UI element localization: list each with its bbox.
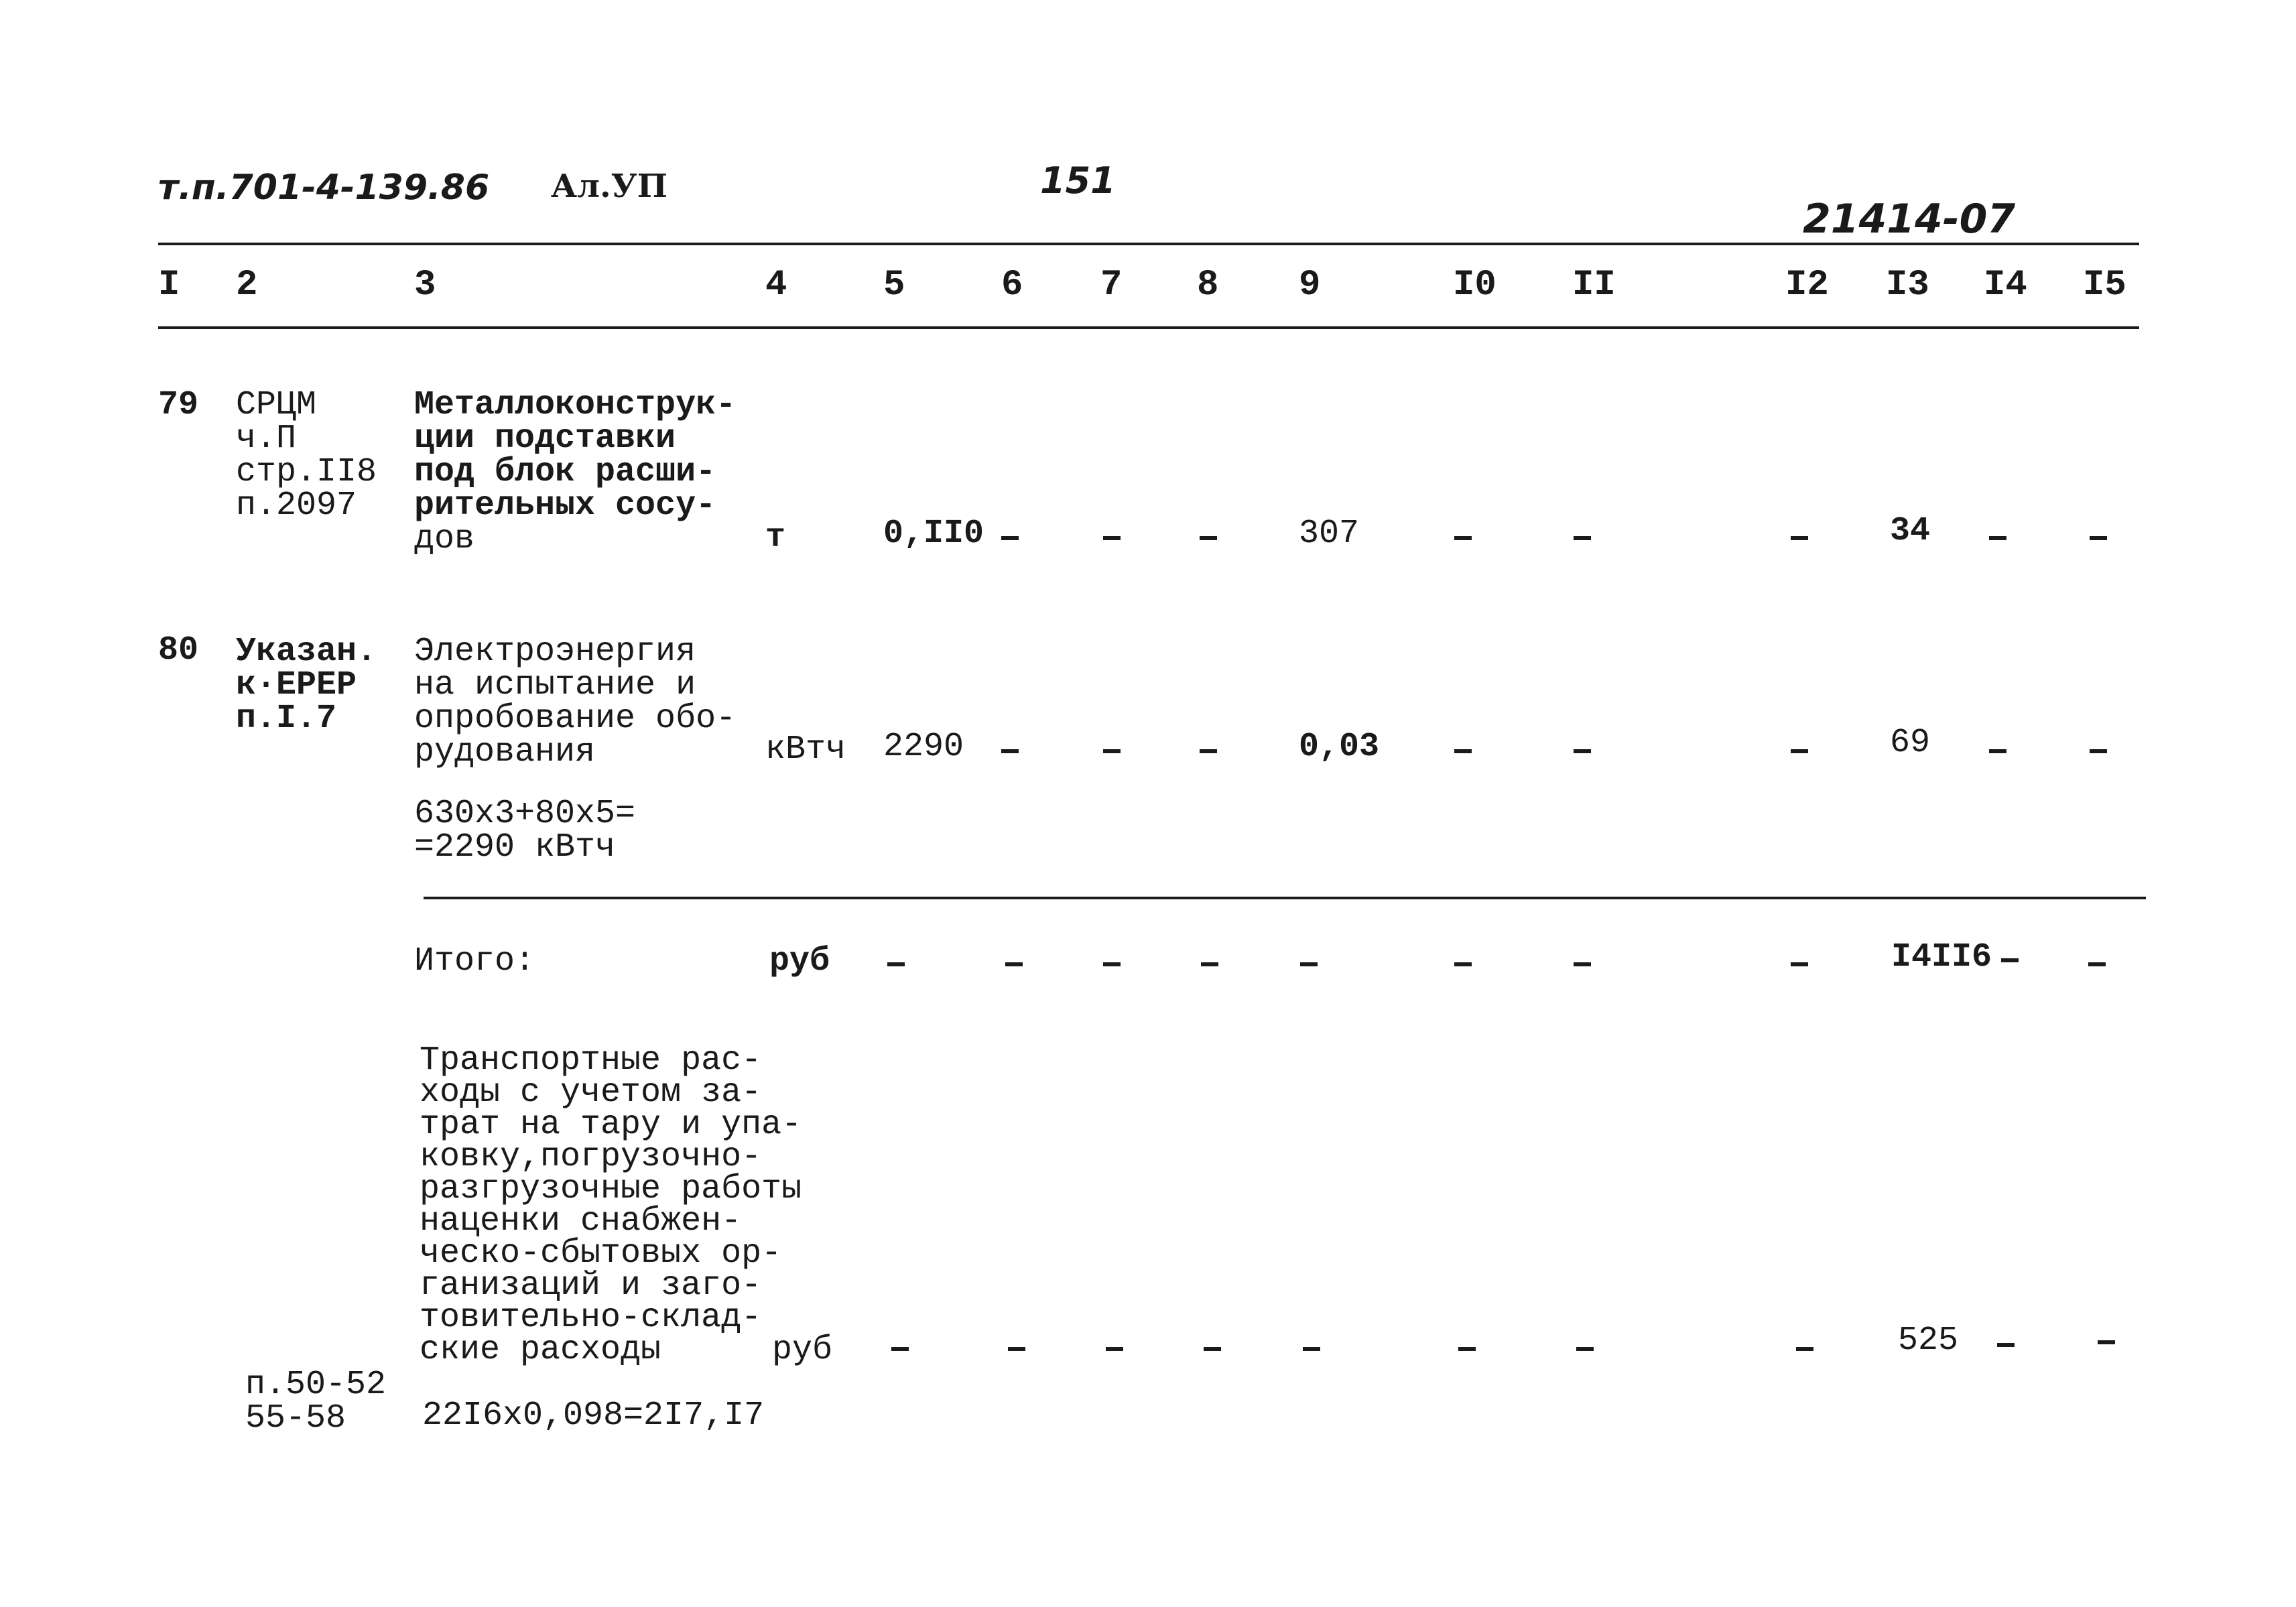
- row-number: 80: [158, 631, 199, 669]
- column-number: 5: [883, 265, 905, 306]
- source-ref-line: п.50-52: [245, 1366, 387, 1404]
- dash: [887, 962, 905, 966]
- dash: [1201, 962, 1218, 966]
- item-name-line: ходы с учетом за-: [420, 1074, 762, 1112]
- dash: [1454, 749, 1472, 753]
- dash: [1454, 536, 1472, 540]
- archive-code: 21414-07: [1803, 196, 2016, 243]
- unit-price: 0,03: [1299, 728, 1380, 766]
- dash: [1303, 1347, 1320, 1351]
- dash: [2098, 1340, 2115, 1344]
- item-name-line: разгрузочные работы: [420, 1170, 802, 1208]
- source-ref-line: п.2097: [236, 487, 357, 525]
- dash: [2090, 749, 2107, 753]
- column-number: 2: [236, 265, 258, 306]
- column-number: I3: [1886, 265, 1929, 306]
- item-name-line: ческо-сбытовых ор-: [420, 1234, 782, 1273]
- column-number: I: [158, 265, 180, 306]
- dash: [1989, 749, 2006, 753]
- column-number: II: [1572, 265, 1616, 306]
- dash: [2090, 536, 2107, 540]
- column-number: 4: [765, 265, 787, 306]
- column-number: I2: [1785, 265, 1829, 306]
- source-ref-line: Указан.: [236, 633, 377, 671]
- item-name-line: опробование обо-: [414, 700, 737, 738]
- dash: [1791, 536, 1808, 540]
- total-separator-rule: [424, 897, 2146, 899]
- column-number: 9: [1299, 265, 1321, 306]
- dash: [1989, 536, 2006, 540]
- dash: [1454, 962, 1472, 966]
- dash: [1997, 1343, 2015, 1347]
- dash: [1200, 536, 1217, 540]
- total-label: Итого:: [414, 942, 535, 980]
- quantity: 2290: [883, 728, 964, 766]
- column-number: 3: [414, 265, 436, 306]
- dash: [1200, 749, 1217, 753]
- item-name-line: товительно-склад-: [420, 1299, 762, 1337]
- item-name-line: Электроэнергия: [414, 633, 696, 671]
- item-name-line: под блок расши-: [414, 453, 716, 491]
- quantity: 0,II0: [883, 515, 984, 553]
- dash: [1106, 1347, 1123, 1351]
- item-name-line: наценки снабжен-: [420, 1202, 742, 1240]
- dash: [2088, 962, 2106, 966]
- dash: [1008, 1347, 1025, 1351]
- item-name-line: ковку,погрузочно-: [420, 1138, 762, 1176]
- item-name-line: ганизаций и заго-: [420, 1267, 762, 1305]
- dash: [1103, 536, 1121, 540]
- sheet-label: Ал.УП: [551, 168, 667, 205]
- dash: [1574, 536, 1591, 540]
- unit: кВтч: [765, 730, 846, 769]
- calculation-line: 22I6х0,098=2I7,I7: [422, 1397, 765, 1435]
- dash: [1791, 962, 1808, 966]
- total-cost: 34: [1890, 512, 1931, 550]
- dash: [1458, 1347, 1476, 1351]
- calculation-line: 630х3+80х5=: [414, 795, 636, 833]
- item-name-line: рительных сосу-: [414, 487, 716, 525]
- column-number: I0: [1453, 265, 1496, 306]
- calculation-line: =2290 кВтч: [414, 828, 616, 866]
- unit: руб: [772, 1331, 833, 1369]
- source-ref-line: СРЦМ: [236, 386, 317, 424]
- item-name-line: Транспортные рас-: [420, 1041, 762, 1080]
- dash: [1574, 962, 1591, 966]
- item-name-line: рудования: [414, 733, 596, 771]
- page-number: 151: [1040, 159, 1116, 202]
- dash: [1001, 536, 1019, 540]
- item-name-line: ции подставки: [414, 420, 676, 458]
- total-cost: 69: [1890, 724, 1931, 762]
- unit-price: 307: [1299, 515, 1360, 553]
- total-cost: I4II6: [1891, 938, 1992, 976]
- dash: [891, 1347, 909, 1351]
- item-name-line: трат на тару и упа-: [420, 1106, 802, 1144]
- unit: руб: [769, 942, 830, 980]
- dash: [2001, 958, 2019, 962]
- dash: [1103, 749, 1121, 753]
- dash: [1300, 962, 1318, 966]
- dash: [1796, 1347, 1813, 1351]
- column-number: 6: [1001, 265, 1023, 306]
- dash: [1005, 962, 1023, 966]
- dash: [1103, 962, 1121, 966]
- column-number: I5: [2083, 265, 2126, 306]
- dash: [1576, 1347, 1594, 1351]
- document-reference: т.п.701-4-139.86: [158, 168, 490, 208]
- source-ref-line: 55-58: [245, 1399, 346, 1437]
- source-ref-line: п.I.7: [236, 700, 337, 738]
- item-name-line: ские расходы: [420, 1331, 661, 1369]
- item-name-line: Металлоконструк-: [414, 386, 737, 424]
- row-number: 79: [158, 386, 199, 424]
- source-ref-line: к·ЕРЕР: [236, 666, 357, 704]
- source-ref-line: ч.П: [236, 420, 297, 458]
- dash: [1791, 749, 1808, 753]
- column-number: I4: [1984, 265, 2027, 306]
- dash: [1574, 749, 1591, 753]
- column-number: 7: [1100, 265, 1123, 306]
- total-cost: 525: [1898, 1322, 1959, 1360]
- dash: [1001, 749, 1019, 753]
- item-name-line: дов: [414, 520, 475, 558]
- source-ref-line: стр.II8: [236, 453, 377, 491]
- column-number: 8: [1197, 265, 1219, 306]
- unit: т: [765, 519, 786, 557]
- item-name-line: на испытание и: [414, 666, 696, 704]
- dash: [1204, 1347, 1221, 1351]
- column-header-rule: [158, 326, 2139, 329]
- table-top-rule: [158, 243, 2139, 245]
